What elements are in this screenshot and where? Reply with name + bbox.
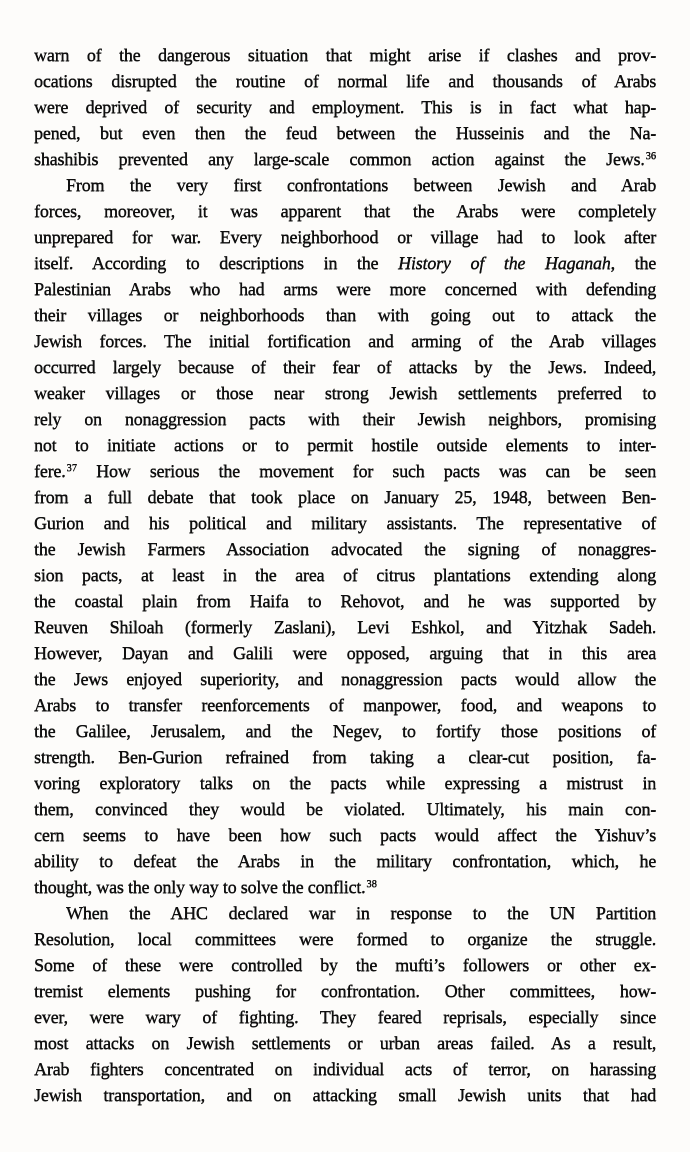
text-run: rely on nonaggression pacts with their Jewish neighbors, promising — [34, 409, 656, 429]
text-run: Arab fighters concentrated on individual acts of terror, on harassing — [34, 1059, 656, 1079]
text-run: the Jewish Farmers Association advocated the signing of nonaggres- — [34, 539, 656, 559]
text-run: Arabs to transfer reenforcements of manpower, food, and weapons to — [34, 695, 656, 715]
text-line — [34, 1004, 656, 1030]
text-line — [34, 406, 656, 432]
text-run: the Galilee, Jerusalem, and the Negev, to fortify those positions of — [34, 721, 656, 741]
text-run: cern seems to have been how such pacts would affect the Yishuv’s — [34, 825, 656, 845]
text-block — [34, 42, 656, 1108]
text-run: Gurion and his political and military assistants. The representative of — [34, 513, 656, 533]
text-run: itself. According to descriptions in the — [34, 253, 399, 273]
text-run: ocations disrupted the routine of normal life and thousands of Arabs — [34, 71, 656, 91]
text-line — [34, 198, 656, 224]
text-run: the coastal plain from Haifa to Rehovot, and he was supported by — [34, 591, 656, 611]
text-line — [34, 1082, 656, 1108]
text-line — [34, 276, 656, 302]
text-line — [34, 900, 656, 926]
text-run: voring exploratory talks on the pacts while expressing a mistrust in — [34, 773, 656, 793]
text-line — [34, 588, 656, 614]
text-line — [34, 978, 656, 1004]
paragraph-2 — [34, 172, 656, 900]
text-run: weaker villages or those near strong Jewish settlements preferred to — [34, 383, 656, 403]
text-line — [34, 614, 656, 640]
text-line — [34, 718, 656, 744]
text-run: the Jews enjoyed superiority, and nonaggression pacts would allow the — [34, 669, 656, 689]
text-line — [34, 848, 656, 874]
text-line — [34, 562, 656, 588]
text-line — [34, 172, 656, 198]
footnote-ref: 38 — [366, 879, 377, 890]
text-line — [34, 354, 656, 380]
text-run: , the — [610, 253, 657, 273]
text-run: from a full debate that took place on January 25, 1948, between Ben- — [34, 487, 656, 507]
text-run: Jewish forces. The initial fortification and arming of the Arab villages — [34, 331, 656, 351]
text-run: Jewish transportation, and on attacking small Jewish units that had — [34, 1085, 656, 1105]
text-run: most attacks on Jewish settlements or urban areas failed. As a result, — [34, 1033, 656, 1053]
text-run: ability to defeat the Arabs in the military confrontation, which, he — [34, 851, 656, 871]
text-run: occurred largely because of their fear of attacks by the Jews. Indeed, — [34, 357, 656, 377]
text-run: them, convinced they would be violated. Ultimately, his main con- — [34, 799, 656, 819]
text-line — [34, 68, 656, 94]
text-line — [34, 874, 656, 900]
text-line — [34, 250, 656, 276]
text-run: pened, but even then the feud between the Husseinis and the Na- — [34, 123, 656, 143]
footnote-ref: 36 — [645, 151, 656, 162]
text-line — [34, 328, 656, 354]
paragraph-1 — [34, 42, 656, 172]
text-line — [34, 224, 656, 250]
text-run: Resolution, local committees were formed to organize the struggle. — [34, 929, 656, 949]
text-run: Palestinian Arabs who had arms were more concerned with defending — [34, 279, 656, 299]
text-run: Some of these were controlled by the mufti’s followers or other ex- — [34, 955, 656, 975]
text-run: However, Dayan and Galili were opposed, arguing that in this area — [34, 643, 656, 663]
text-run: warn of the dangerous situation that might arise if clashes and prov- — [34, 45, 656, 65]
text-run: were deprived of security and employment. This is in fact what hap- — [34, 97, 656, 117]
text-line — [34, 796, 656, 822]
footnote-ref: 37 — [66, 463, 77, 474]
text-run: forces, moreover, it was apparent that the Arabs were completely — [34, 201, 656, 221]
text-line — [34, 952, 656, 978]
text-run: When the AHC declared war in response to the UN Partition — [66, 903, 656, 923]
text-line — [34, 536, 656, 562]
text-run: strength. Ben-Gurion refrained from taking a clear-cut position, fa- — [34, 747, 656, 767]
text-line — [34, 380, 656, 406]
text-run: tremist elements pushing for confrontation. Other committees, how- — [34, 981, 656, 1001]
text-run: How serious the movement for such pacts was can be seen — [76, 461, 656, 481]
text-line — [34, 1056, 656, 1082]
text-run: thought, was the only way to solve the conflict. — [34, 877, 366, 897]
text-line — [34, 94, 656, 120]
text-run: fere. — [34, 461, 66, 481]
text-run: not to initiate actions or to permit hostile outside elements to inter- — [34, 435, 656, 455]
text-line — [34, 692, 656, 718]
paragraph-3 — [34, 900, 656, 1108]
book-title-italic: History of the Haganah — [398, 253, 611, 273]
text-run: their villages or neighborhoods than with going out to attack the — [34, 305, 656, 325]
text-line — [34, 484, 656, 510]
text-line — [34, 42, 656, 68]
text-line — [34, 302, 656, 328]
text-run: Reuven Shiloah (formerly Zaslani), Levi Eshkol, and Yitzhak Sadeh. — [34, 617, 656, 637]
text-run: ever, were wary of fighting. They feared reprisals, especially since — [34, 1007, 656, 1027]
text-run: From the very first confrontations between Jewish and Arab — [66, 175, 656, 195]
text-line — [34, 458, 656, 484]
text-line — [34, 926, 656, 952]
text-line — [34, 666, 656, 692]
text-line — [34, 770, 656, 796]
text-line — [34, 146, 656, 172]
text-line — [34, 432, 656, 458]
text-line — [34, 120, 656, 146]
text-line — [34, 1030, 656, 1056]
text-run: shashibis prevented any large-scale common action against the Jews. — [34, 149, 645, 169]
text-run: sion pacts, at least in the area of citrus plantations extending along — [34, 565, 656, 585]
text-run: unprepared for war. Every neighborhood or village had to look after — [34, 227, 656, 247]
text-line — [34, 822, 656, 848]
text-line — [34, 640, 656, 666]
text-line — [34, 744, 656, 770]
text-line — [34, 510, 656, 536]
